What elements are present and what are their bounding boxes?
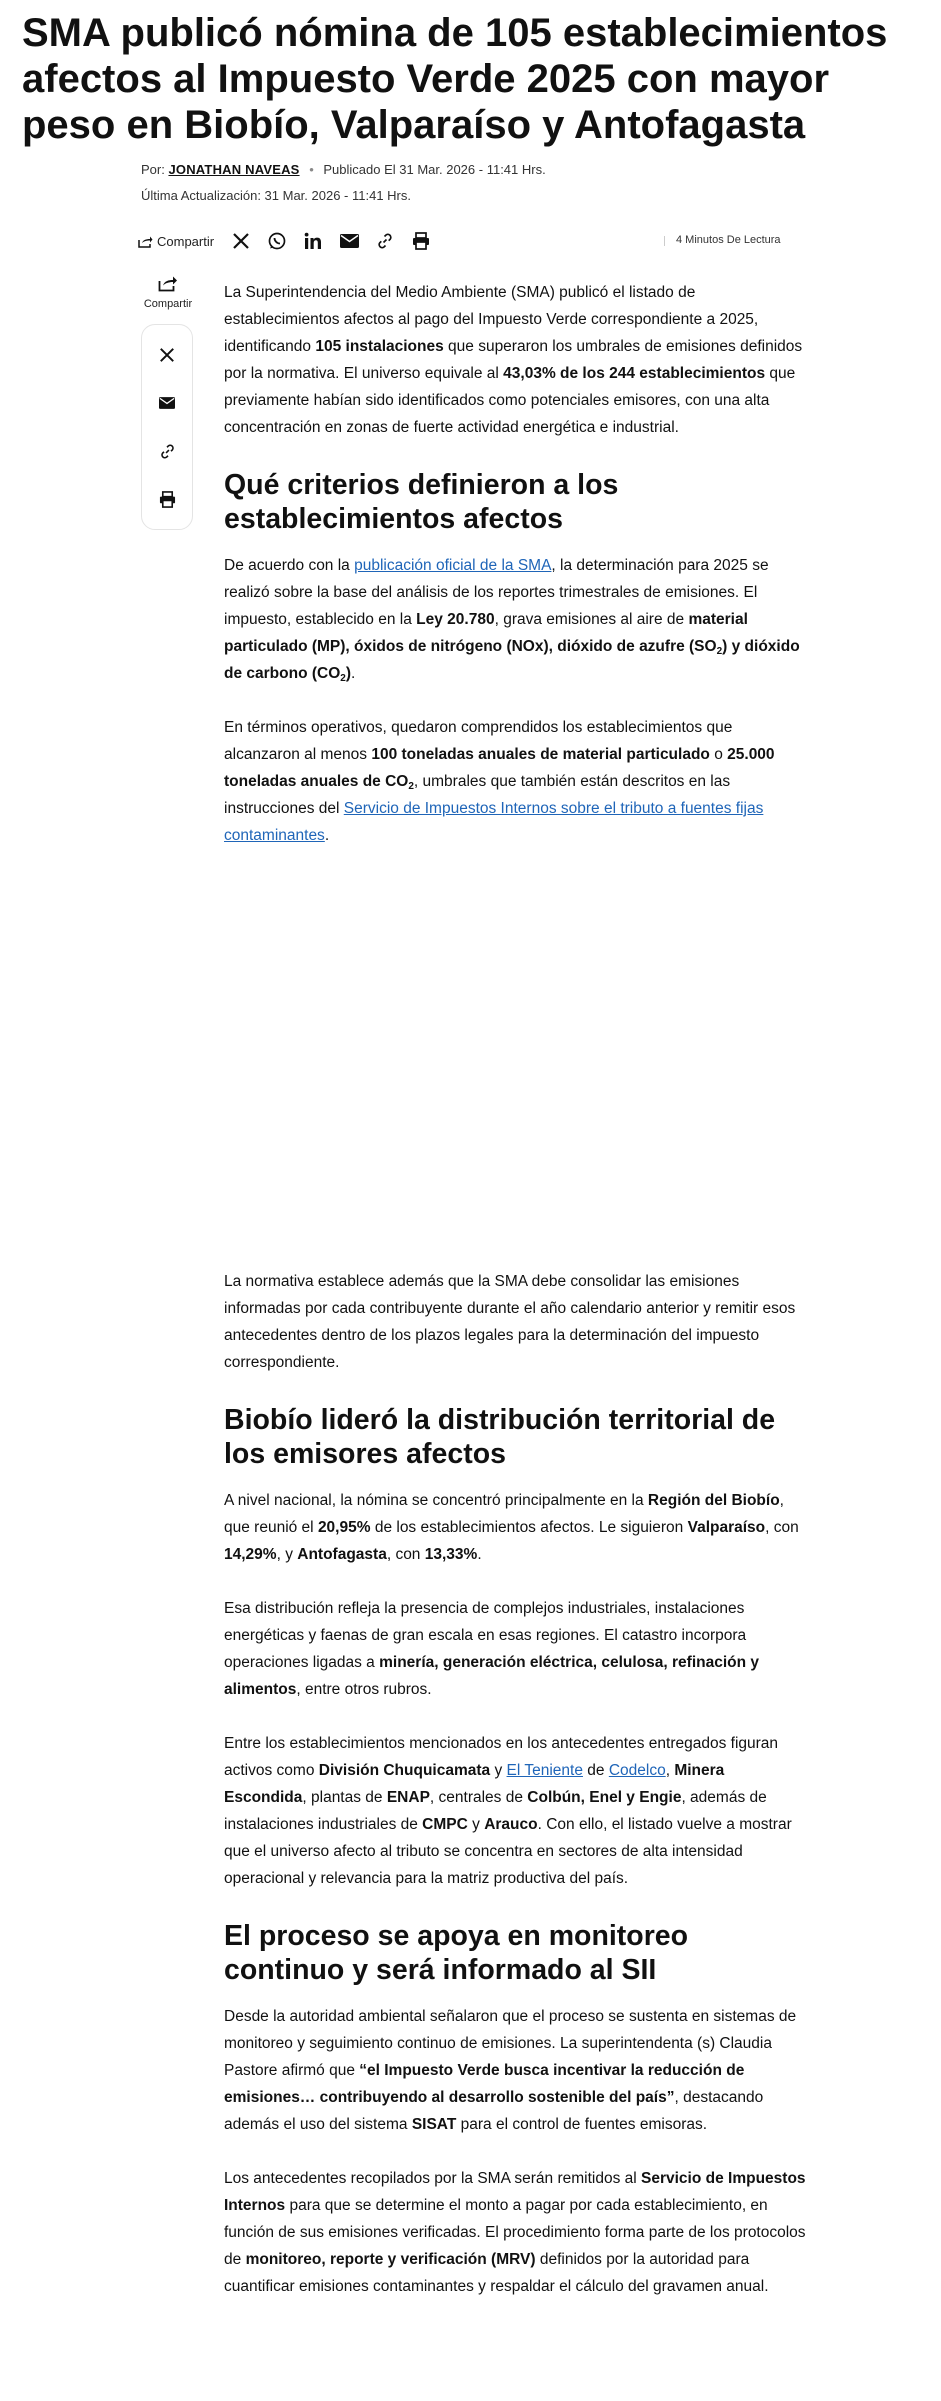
share-email-button[interactable]: [332, 224, 366, 258]
byline-prefix: Por:: [141, 162, 165, 177]
paragraph-intro: La Superintendencia del Medio Ambiente (SMA) publicó el listado de establecimientos afectos al pago del Impuesto Verde correspondiente a 2025, identificando 105 instalaciones que superaron los umbrales de emisiones definidos por la normativa. El universo equivale al 43,03% de los 244 establecimientos que previamente habían sido identificados como potenciales emisores, con una alta concentración en zonas de fuerte actividad energética e industrial.: [224, 284, 803, 436]
paragraph-monitoreo: Desde la autoridad ambiental señalaron que el proceso se sustenta en sistemas de monitoreo y seguimiento continuo de emisiones. La superintendenta (s) Claudia Pastore afirmó que “el Impuesto Verde busca incentivar la reducción de emisiones… contribuyendo al desarrollo sostenible del país”, destacando además el uso del sistema SISAT para el control de fuentes emisoras.: [224, 2008, 797, 2133]
side-email-button[interactable]: [147, 379, 187, 427]
ad-placeholder: [224, 876, 806, 1268]
byline: [141, 162, 546, 177]
side-share-label: Compartir: [143, 298, 193, 310]
paragraph-umbrales: En términos operativos, quedaron comprendidos los establecimientos que alcanzaron al menos 100 toneladas anuales de material particulado o 25.000 toneladas anuales de $CO_2$, umbrales que también están descritos en las instrucciones del Servicio de Impuestos Internos sobre el tributo a fuentes fijas contaminantes.: [224, 719, 775, 844]
paragraph-activos: Entre los establecimientos mencionados en los antecedentes entregados figuran activos como División Chuquicamata y El Teniente de Codelco, Minera Escondida, plantas de ENAP, centrales de Colbún, Enel y Engie, además de instalaciones industriales de CMPC y Arauco. Con ello, el listado vuelve a mostrar que el universo afecto al tributo se concentra en sectores de alta intensidad operacional y relevancia para la matriz productiva del país.: [224, 1735, 792, 1887]
whatsapp-icon: [267, 231, 287, 251]
share-icon: [158, 274, 178, 292]
side-share-button[interactable]: [141, 274, 195, 310]
updated-date: Última Actualización: 31 Mar. 2026 - 11:41 Hrs.: [141, 188, 411, 203]
share-link-button[interactable]: [368, 224, 402, 258]
published-date: Publicado El 31 Mar. 2026 - 11:41 Hrs.: [323, 162, 546, 177]
x-icon: [159, 347, 175, 363]
link-icon: [159, 443, 176, 460]
article-title: SMA publicó nómina de 105 establecimientos afectos al Impuesto Verde 2025 con mayor peso en Biobío, Valparaíso y Antofagasta: [22, 11, 888, 147]
side-print-button[interactable]: [147, 475, 187, 523]
share-whatsapp-button[interactable]: [260, 224, 294, 258]
link-sii-tributo[interactable]: Servicio de Impuestos Internos sobre el tributo a fuentes fijas contaminantes: [224, 800, 764, 844]
print-icon: [412, 232, 430, 250]
read-time: 4 Minutos De Lectura: [676, 234, 781, 246]
section-heading-monitoreo: El proceso se apoya en monitoreo continuo y será informado al SII: [224, 1920, 689, 1986]
linkedin-icon: [304, 232, 322, 250]
share-bar: [138, 224, 440, 258]
share-label: Compartir: [157, 233, 215, 249]
share-x-button[interactable]: [224, 224, 258, 258]
email-icon: [340, 234, 359, 248]
sticky-share-rail: [141, 274, 195, 530]
side-link-button[interactable]: [147, 427, 187, 475]
section-heading-biobio: Biobío lideró la distribución territorial de los emisores afectos: [224, 1404, 776, 1470]
side-x-button[interactable]: [147, 331, 187, 379]
paragraph-criterios: De acuerdo con la publicación oficial de la SMA, la determinación para 2025 se realizó sobre la base del análisis de los reportes trimestrales de emisiones. El impuesto, establecido en la Ley 20.780, grava emisiones al aire de material particulado (MP), óxidos de nitrógeno (NOx), dióxido de azufre $(SO_2)$ y dióxido de carbono $(CO_2)$.: [224, 557, 800, 684]
paragraph-rubros: Esa distribución refleja la presencia de complejos industriales, instalaciones energéticas y faenas de gran escala en esas regiones. El catastro incorpora operaciones ligadas a minería, generación eléctrica, celulosa, refinación y alimentos, entre otros rubros.: [224, 1600, 760, 1698]
separator-dot: •: [309, 162, 314, 177]
article-body: [224, 279, 806, 2327]
email-icon: [159, 397, 175, 409]
print-icon: [159, 491, 176, 508]
share-icon: [138, 235, 153, 248]
share-print-button[interactable]: [404, 224, 438, 258]
paragraph-normativa: La normativa establece además que la SMA debe consolidar las emisiones informadas por cada contribuyente durante el año calendario anterior y remitir esos antecedentes dentro de los plazos legales para la determinación del impuesto correspondiente.: [224, 1273, 796, 1371]
paragraph-sii: Los antecedentes recopilados por la SMA serán remitidos al Servicio de Impuestos Internos para que se determine el monto a pagar por cada establecimiento, en función de sus emisiones verificadas. El procedimiento forma parte de los protocolos de monitoreo, reporte y verificación (MRV) definidos por la autoridad para cuantificar emisiones contaminantes y respaldar el cálculo del gravamen anual.: [224, 2170, 806, 2295]
link-publicacion-sma[interactable]: publicación oficial de la SMA: [354, 557, 552, 574]
section-heading-criterios: Qué criterios definieron a los establecimientos afectos: [224, 469, 619, 535]
link-el-teniente[interactable]: El Teniente: [506, 1762, 583, 1779]
author-link[interactable]: JONATHAN NAVEAS: [168, 162, 300, 177]
link-icon: [376, 232, 394, 250]
share-label-button[interactable]: [138, 234, 214, 249]
x-icon: [232, 232, 250, 250]
share-linkedin-button[interactable]: [296, 224, 330, 258]
paragraph-distribucion: A nivel nacional, la nómina se concentró principalmente en la Región del Biobío, que reunió el 20,95% de los establecimientos afectos. Le siguieron Valparaíso, con 14,29%, y Antofagasta, con 13,33%.: [224, 1492, 799, 1563]
link-codelco[interactable]: Codelco: [608, 1762, 666, 1779]
side-share-box: [141, 324, 193, 530]
